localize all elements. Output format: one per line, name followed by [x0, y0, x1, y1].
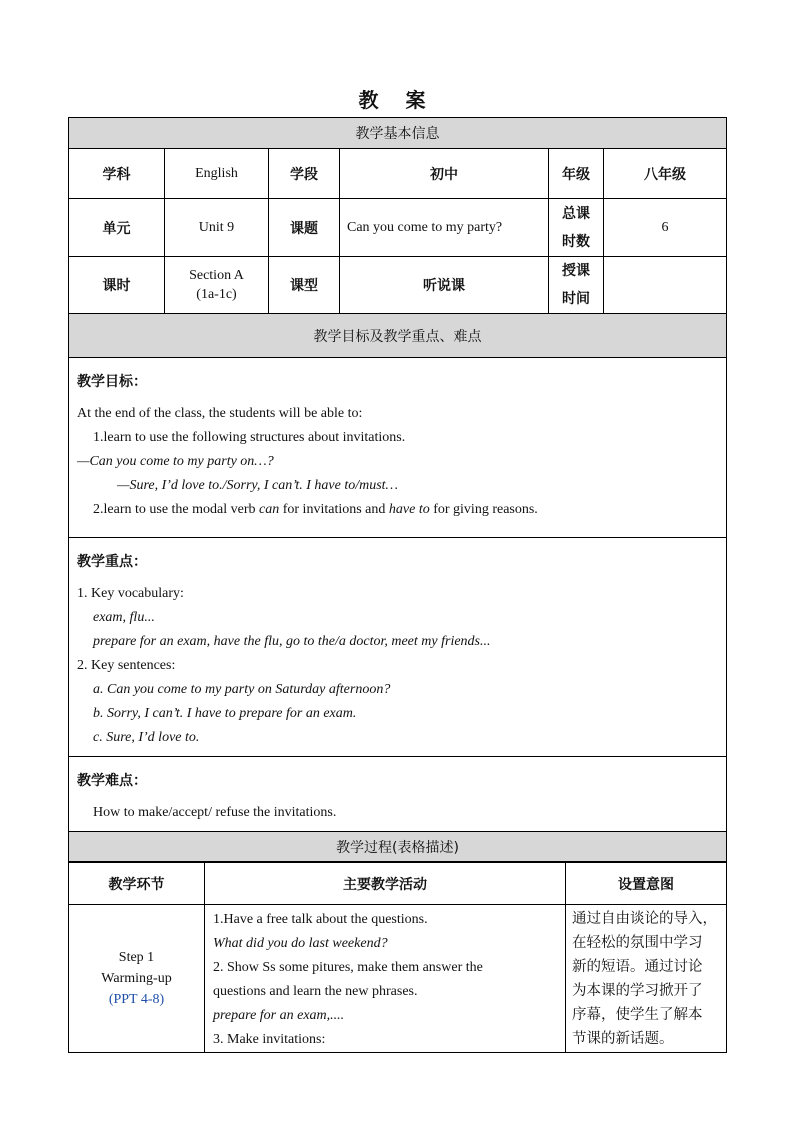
process-col-activities: 主要教学活动 — [205, 863, 566, 905]
intent-line-4: 为本课的学习掀开了 — [572, 983, 703, 999]
period-label: 课时 — [69, 257, 165, 314]
grade-label: 年级 — [549, 149, 604, 199]
key-sentence-a: a. Can you come to my party on Saturday afternoon? — [93, 682, 391, 697]
difficulties-text: How to make/accept/ refuse the invitations. — [93, 805, 337, 820]
basic-info-header: 教学基本信息 — [69, 118, 727, 149]
intent-line-2: 在轻松的氛围中学习 — [572, 935, 703, 951]
objective-item-2-can: can — [259, 502, 280, 517]
stage-label: 学段 — [269, 149, 340, 199]
activity-line-2: What did you do last weekend? — [213, 936, 388, 951]
grade-value: 八年级 — [604, 149, 727, 199]
difficulties-heading: 教学难点： — [77, 773, 147, 789]
objective-item-2-part1: 2.learn to use the modal verb — [93, 502, 260, 517]
unit-label: 单元 — [69, 199, 165, 257]
intent-line-3: 新的短语。通过讨论 — [572, 959, 703, 975]
process-header: 教学过程(表格描述) — [69, 832, 727, 862]
stage-value: 初中 — [340, 149, 549, 199]
key-sentences-label: 2. Key sentences: — [77, 658, 176, 673]
teaching-time-label-line2: 时间 — [562, 291, 590, 307]
total-periods-label-line1: 总课 — [562, 205, 590, 222]
total-periods-label-line2: 时数 — [562, 233, 590, 250]
process-col-intent: 设置意图 — [566, 863, 727, 905]
step-1-activities — [205, 905, 566, 1053]
document-title: 教 案 — [358, 88, 436, 112]
step-1-title: Warming-up — [101, 971, 172, 986]
step-1-cell — [69, 905, 205, 1053]
process-col-stage: 教学环节 — [69, 863, 205, 905]
step-1-name: Step 1 — [118, 950, 155, 965]
activity-line-1: 1.Have a free talk about the questions. — [213, 912, 428, 927]
total-periods-label — [549, 199, 604, 257]
difficulties-section — [69, 757, 727, 832]
key-sentence-b: b. Sorry, I can’t. I have to prepare for an exam. — [93, 706, 357, 721]
period-value-line1: Section A — [189, 268, 244, 283]
goals-header: 教学目标及教学重点、难点 — [69, 314, 727, 358]
lesson-plan-table — [68, 117, 726, 1053]
intent-line-1: 通过自由谈论的导入， — [572, 911, 717, 927]
step-1-intent — [566, 905, 727, 1053]
period-value — [165, 257, 269, 314]
key-vocab-phrases: prepare for an exam, have the flu, go to the/a doctor, meet my friends... — [93, 634, 491, 649]
period-value-line2: (1a-1c) — [196, 287, 237, 302]
key-vocab-label: 1. Key vocabulary: — [77, 586, 184, 601]
objective-item-2 — [77, 498, 718, 522]
activity-line-6: 3. Make invitations: — [213, 1032, 326, 1047]
unit-value: Unit 9 — [165, 199, 269, 257]
objective-item-1: 1.learn to use the following structures about invitations. — [93, 430, 406, 445]
objective-question: —Can you come to my party on…? — [77, 454, 274, 469]
objectives-heading: 教学目标： — [77, 374, 147, 390]
intent-line-6: 节课的新话题。 — [572, 1031, 674, 1047]
lesson-type-label: 课型 — [269, 257, 340, 314]
topic-label: 课题 — [269, 199, 340, 257]
key-sentence-c: c. Sure, I’d love to. — [93, 730, 200, 745]
step-1-ppt: (PPT 4-8) — [108, 992, 165, 1007]
objective-answer: —Sure, I’d love to./Sorry, I can’t. I have to/must… — [117, 478, 398, 493]
activity-line-4: questions and learn the new phrases. — [213, 984, 418, 999]
activity-line-5: prepare for an exam,.... — [213, 1008, 345, 1023]
activity-line-3: 2. Show Ss some pitures, make them answer the — [213, 960, 483, 975]
total-periods-value: 6 — [604, 199, 727, 257]
key-points-section — [69, 538, 727, 757]
teaching-time-label-line1: 授课 — [562, 263, 590, 279]
key-vocab-words: exam, flu... — [93, 610, 155, 625]
subject-label: 学科 — [69, 149, 165, 199]
objective-item-2-part2: for invitations and — [279, 502, 389, 517]
teaching-time-value — [604, 257, 727, 314]
topic-value: Can you come to my party? — [340, 199, 549, 257]
objective-item-2-have-to: have to — [388, 502, 430, 517]
intent-line-5: 序幕，使学生了解本 — [572, 1007, 703, 1023]
teaching-time-label — [549, 257, 604, 314]
objectives-section — [69, 358, 727, 538]
subject-value: English — [165, 149, 269, 199]
objective-item-2-part3: for giving reasons. — [429, 502, 538, 517]
lesson-type-value: 听说课 — [340, 257, 549, 314]
objectives-intro: At the end of the class, the students will be able to: — [77, 406, 363, 421]
key-points-heading: 教学重点： — [77, 554, 147, 570]
